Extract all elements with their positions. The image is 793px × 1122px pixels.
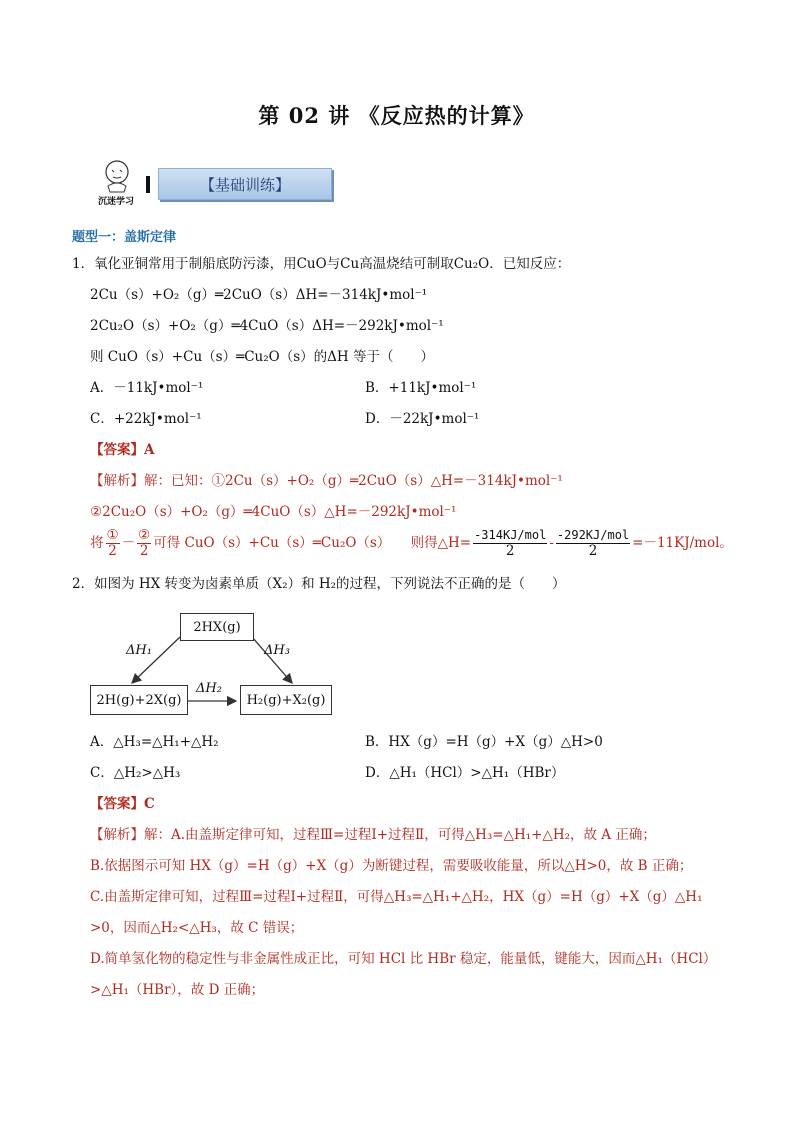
fraction-2-den: 2 (139, 543, 149, 559)
banner-divider (146, 176, 150, 193)
q1-stem: 1．氧化亚铜常用于制船底防污漆，用CuO与Cu高温烧结可制取Cu₂O．已知反应： (72, 256, 571, 272)
q1-question: 则 CuO（s）+Cu（s）═Cu₂O（s）的ΔH 等于（ ） (90, 349, 434, 365)
q2-explanation-4: >0，因而△H₂<△H₃，故 C 错误； (90, 920, 304, 936)
q1-reaction-2: 2Cu₂O（s）+O₂（g）═4CuO（s）ΔH=－292kJ•mol⁻¹ (90, 318, 444, 334)
ex3-prefix: 将 (90, 535, 104, 551)
q2-explanation-2: B.依据图示可知 HX（g）=H（g）+X（g）为断键过程，需要吸收能量，所以△H>0，故 B 正确； (90, 858, 693, 874)
q1-option-c: C．+22kJ•mol⁻¹ (90, 411, 202, 427)
q1-reaction-1: 2Cu（s）+O₂（g）═2CuO（s）ΔH=－314kJ•mol⁻¹ (90, 287, 428, 303)
fraction-2-num: ② (138, 527, 151, 543)
fraction-4-den: 2 (588, 543, 598, 559)
q1-option-d: D．－22kJ•mol⁻¹ (365, 411, 480, 427)
fraction-1-num: ① (106, 527, 119, 543)
label-dh2: ΔH₂ (196, 681, 222, 696)
q1-answer: 【答案】A (90, 442, 155, 458)
q2-option-c: C．△H₂>△H₃ (90, 765, 181, 781)
q2-explanation-3: C.由盖斯定律可知，过程Ⅲ=过程Ⅰ+过程Ⅱ，可得△H₃=△H₁+△H₂，HX（g）=H（g）+X（g）△H₁ (90, 889, 703, 905)
fraction-1-den: 2 (108, 543, 117, 559)
q2-explanation-1: 【解析】解：A.由盖斯定律可知，过程Ⅲ=过程Ⅰ+过程Ⅱ，可得△H₃=△H₁+△H₂，故 A 正确； (90, 827, 656, 843)
q2-option-a: A．△H₃=△H₁+△H₂ (90, 734, 219, 750)
diagram-node-top: 2HX(g) (180, 613, 254, 641)
q2-option-d: D．△H₁（HCl）>△H₁（HBr） (365, 765, 565, 781)
label-dh3: ΔH₃ (264, 643, 290, 658)
fraction-4 (556, 528, 630, 559)
page-title: 第 02 讲 《反应热的计算》 (258, 103, 535, 128)
mascot-label: 沉迷学习 (98, 197, 135, 207)
section-heading: 题型一：盖斯定律 (72, 230, 177, 245)
q2-explanation-6: >△H₁（HBr），故 D 正确； (90, 982, 265, 998)
q1-explanation-2: ②2Cu₂O（s）+O₂（g）═4CuO（s）△H=－292kJ•mol⁻¹ (90, 504, 457, 520)
ex3-end: =－11KJ/mol。 (632, 535, 733, 551)
ex3-minus-2: - (549, 535, 554, 551)
fraction-3-den: 2 (505, 543, 515, 559)
q2-answer: 【答案】C (90, 796, 155, 812)
q2-stem: 2．如图为 HX 转变为卤素单质（X₂）和 H₂的过程，下列说法不正确的是（ ） (72, 576, 566, 592)
q2-option-b: B．HX（g）=H（g）+X（g）△H>0 (365, 734, 603, 750)
q1-explanation-1: 【解析】解：已知：①2Cu（s）+O₂（g）═2CuO（s）△H=－314kJ•mol⁻¹ (90, 473, 563, 489)
label-dh1: ΔH₁ (126, 643, 152, 658)
fraction-2 (137, 528, 151, 559)
q2-explanation-5: D.简单氢化物的稳定性与非金属性成正比，可知 HCl 比 HBr 稳定，能量低，键能大，因而△H₁（HCl） (90, 951, 717, 967)
ex3-minus: － (121, 535, 136, 551)
diagram-node-left: 2H(g)+2X(g) (90, 685, 188, 715)
ex3-mid: 可得 CuO（s）+Cu（s）═Cu₂O（s） 则得△H= (153, 535, 472, 551)
banner-tag: 【基础训练】 (158, 168, 332, 200)
q1-option-b: B．+11kJ•mol⁻¹ (365, 380, 477, 396)
fraction-4-num: -292KJ/mol (556, 528, 630, 542)
fraction-3-num: -314KJ/mol (474, 528, 547, 542)
q1-option-a: A．－11kJ•mol⁻¹ (90, 380, 204, 396)
diagram-node-right: H₂(g)+X₂(g) (240, 685, 332, 715)
fraction-3 (473, 528, 547, 559)
q1-explanation-3 (90, 528, 733, 559)
fraction-1 (106, 528, 120, 559)
